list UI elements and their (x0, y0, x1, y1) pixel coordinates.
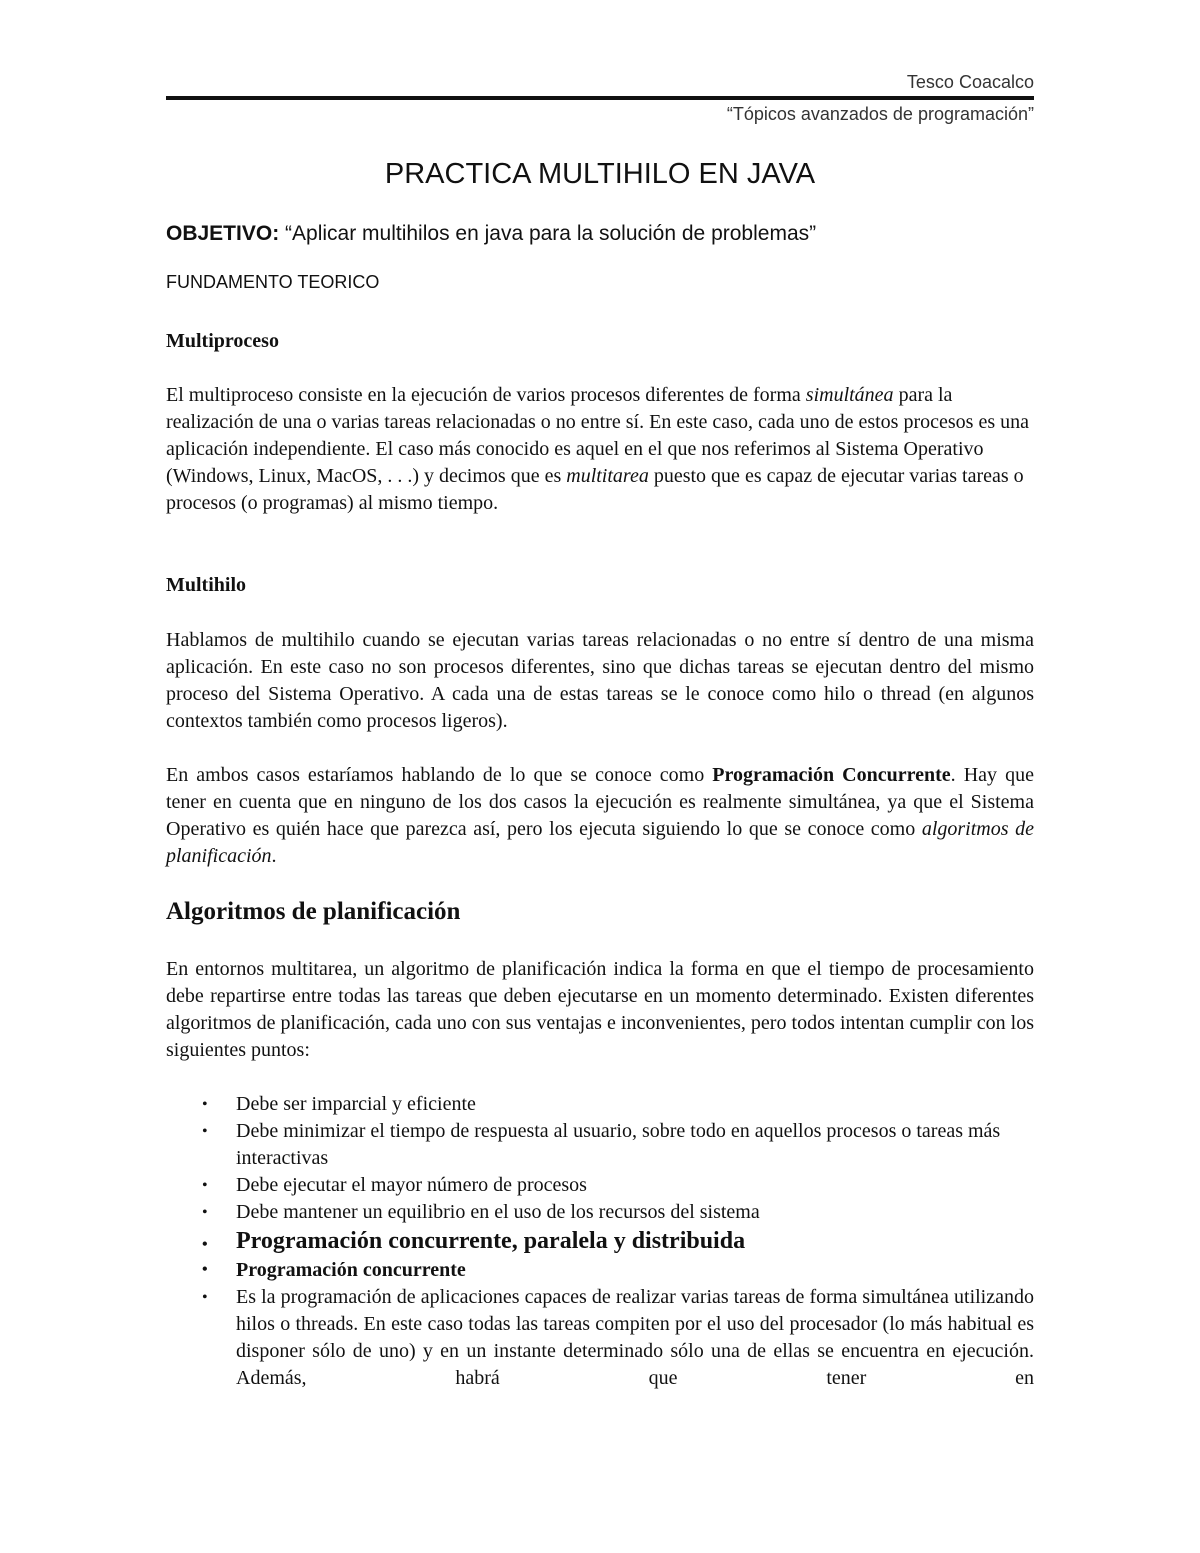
list-item (166, 1118, 1034, 1172)
multiproceso-em-simultanea: simultánea (805, 384, 894, 406)
list-item (166, 1199, 1034, 1226)
programacion-concurrente-strong: Programación Concurrente (712, 764, 951, 786)
algoritmos-planificacion-em: algoritmos de planificación (166, 818, 1034, 867)
multihilo-p2-text-c: . (271, 845, 277, 867)
bullet-icon: • (202, 1123, 208, 1140)
algoritmos-paragraph: En entornos multitarea, un algoritmo de planificación indica la forma en que el tiempo de procesamiento debe repartirse entre todas las tareas que deben ejecutarse en un momento determinado. Existen diferentes algoritmos de planificación, cada uno con sus ventajas e inconvenientes, pero todos intentan cumplir con los siguientes puntos: (166, 958, 1034, 1061)
header-subject: “Tópicos avanzados de programación” (726, 104, 1034, 124)
multihilo-p2-text-a: En ambos casos estaríamos hablando de lo que se conoce como (166, 764, 713, 786)
list-item (166, 1091, 1034, 1118)
algoritmos-heading: Algoritmos de planificación (166, 898, 461, 925)
list-item-heading: Programación concurrente, paralela y distribuida (236, 1228, 746, 1254)
objective-line (166, 222, 1034, 246)
list-item-text: Debe mantener un equilibrio en el uso de los recursos del sistema (236, 1201, 760, 1223)
list-item-text: Debe minimizar el tiempo de respuesta al usuario, sobre todo en aquellos procesos o tareas más interactivas (236, 1120, 1001, 1169)
list-item (166, 1284, 1034, 1392)
header-org: Tesco Coacalco (906, 72, 1034, 92)
bullet-icon: • (202, 1236, 208, 1253)
multiproceso-text-b: para la realización de una o varias tareas relacionadas o no entre sí. En este caso, cada uno de estos procesos es una aplicación independiente. El caso más conocido es aquel en el que nos referimos al Sistema Operativo (Windows, Linux, MacOS, . . .) y decimos que es (166, 384, 1029, 487)
multihilo-heading: Multihilo (166, 574, 247, 596)
bullet-icon: • (202, 1289, 208, 1306)
list-item (166, 1226, 1034, 1256)
objective-label: OBJETIVO: (166, 222, 280, 245)
bullet-icon: • (202, 1177, 208, 1194)
page-title: PRACTICA MULTIHILO EN JAVA (384, 158, 816, 190)
multiproceso-em-multitarea: multitarea (566, 465, 649, 487)
bullet-icon: • (202, 1204, 208, 1221)
list-item-subheading: Programación concurrente (236, 1259, 466, 1281)
bullet-icon: • (202, 1096, 208, 1113)
multiproceso-text-c: puesto que es capaz de ejecutar varias tareas o procesos (o programas) al mismo tiempo. (166, 465, 1024, 514)
list-item-text: Debe ejecutar el mayor número de procesos (236, 1174, 587, 1196)
multiproceso-heading: Multiproceso (166, 330, 279, 352)
fundamento-heading: FUNDAMENTO TEORICO (166, 272, 380, 292)
multiproceso-text-a: El multiproceso consiste en la ejecución de varios procesos diferentes de forma (166, 384, 806, 406)
bullet-icon: • (202, 1261, 208, 1278)
list-item-text: Debe ser imparcial y eficiente (236, 1093, 476, 1115)
header-rule (166, 96, 1034, 100)
bullet-list (166, 1091, 1034, 1392)
objective-text: “Aplicar multihilos en java para la solución de problemas” (279, 222, 817, 245)
multihilo-paragraph-2 (166, 762, 1034, 870)
list-item (166, 1256, 1034, 1284)
list-item-text: Es la programación de aplicaciones capaces de realizar varias tareas de forma simultánea utilizando hilos o threads. En este caso todas las tareas compiten por el uso del procesador (lo más habitual es disponer sólo de uno) y en un instante determinado sólo una de ellas se encuentra en ejecución. Además, habrá que tener en (236, 1286, 1034, 1389)
multihilo-paragraph-1: Hablamos de multihilo cuando se ejecutan varias tareas relacionadas o no entre sí dentro de una misma aplicación. En este caso no son procesos diferentes, sino que dichas tareas se ejecutan dentro del mismo proceso del Sistema Operativo. A cada una de estas tareas se le conoce como hilo o thread (en algunos contextos también como procesos ligeros). (166, 629, 1034, 732)
multiproceso-paragraph (166, 382, 1034, 517)
multihilo-p2-text-b: . Hay que tener en cuenta que en ninguno de los dos casos la ejecución es realmente simultánea, ya que el Sistema Operativo es quién hace que parezca así, pero los ejecuta siguiendo lo que se conoce como (166, 764, 1034, 840)
list-item (166, 1172, 1034, 1199)
